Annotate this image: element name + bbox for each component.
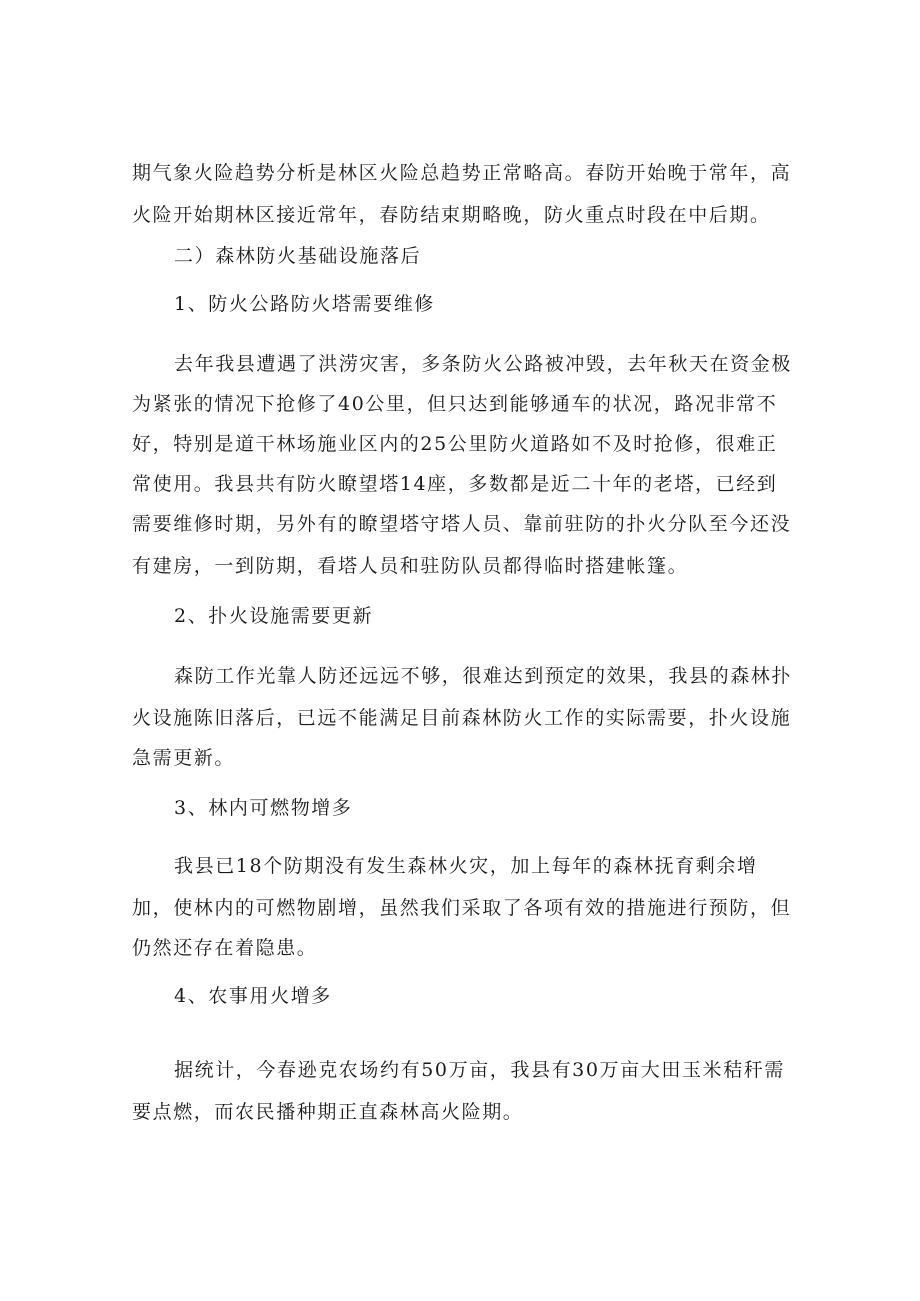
paragraph-line: 好，特别是道干林场施业区内的25公里防火道路如不及时抢修，很难正 [132,433,778,455]
subsection-heading: 4、农事用火增多 [174,985,332,1007]
paragraph-line: 要点燃，而农民播种期正直森林高火险期。 [132,1101,524,1123]
paragraph-line: 仍然还存在着隐患。 [132,937,318,959]
subsection-heading: 3、林内可燃物增多 [174,797,353,819]
paragraph-line: 据统计，今春逊克农场约有50万亩，我县有30万亩大田玉米秸秆需 [174,1059,785,1081]
paragraph-line: 急需更新。 [132,747,236,769]
paragraph-line: 火设施陈旧落后，已远不能满足目前森林防火工作的实际需要，扑火设施 [132,707,792,729]
subsection-heading: 1、防火公路防火塔需要维修 [174,293,435,315]
paragraph-line: 去年我县遭遇了洪涝灾害，多条防火公路被冲毁，去年秋天在资金极 [174,353,793,375]
paragraph-line: 加，使林内的可燃物剧增，虽然我们采取了各项有效的措施进行预防，但 [132,897,792,919]
paragraph-line: 我县已18个防期没有发生森林火灾，加上每年的森林抚育剩余增 [174,855,758,877]
paragraph-line: 为紧张的情况下抢修了40公里，但只达到能够通车的状况，路况非常不 [132,393,778,415]
paragraph-line: 火险开始期林区接近常年，春防结束期略晚，防火重点时段在中后期。 [132,204,771,226]
paragraph-line: 常使用。我县共有防火瞭望塔14座，多数都是近二十年的老塔，已经到 [132,473,778,495]
paragraph-line: 期气象火险趋势分析是林区火险总趋势正常略高。春防开始晚于常年，高 [132,162,792,184]
paragraph-line: 森防工作光靠人防还远远不够，很难达到预定的效果，我县的森林扑 [174,665,793,687]
subsection-heading: 2、扑火设施需要更新 [174,605,374,627]
section-heading: 二）森林防火基础设施落后 [174,245,422,267]
paragraph-line: 有建房，一到防期，看塔人员和驻防队员都得临时搭建帐篷。 [132,555,689,577]
paragraph-line: 需要维修时期，另外有的瞭望塔守塔人员、靠前驻防的扑火分队至今还没 [132,513,792,535]
